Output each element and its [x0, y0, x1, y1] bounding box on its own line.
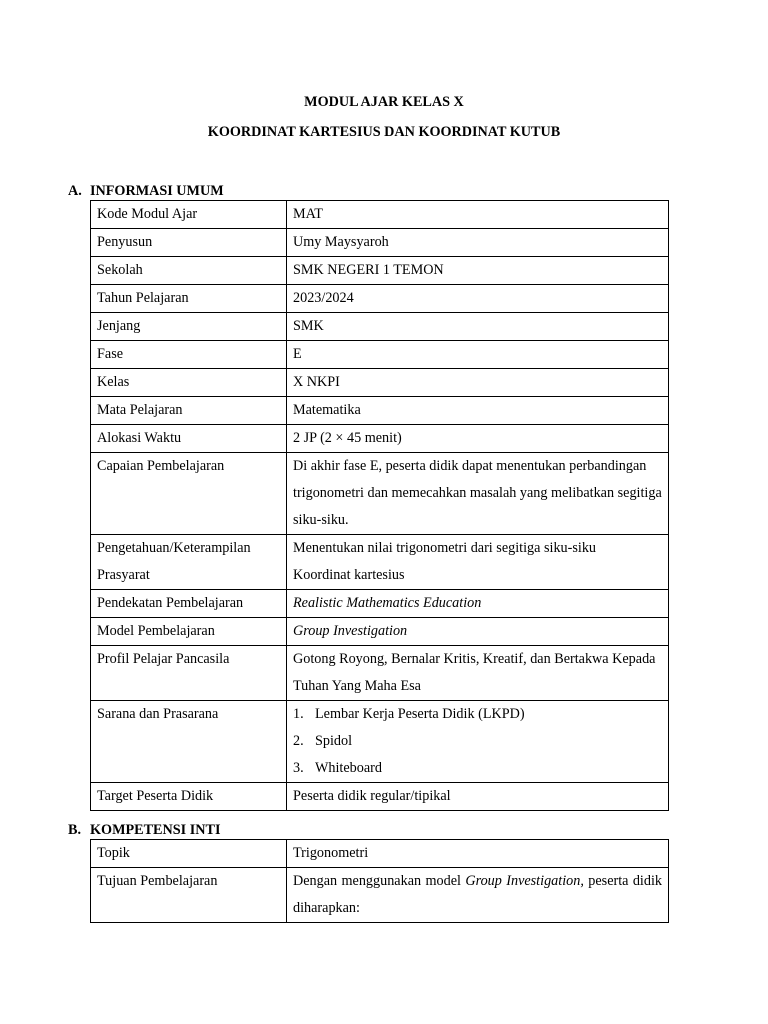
row-value: 2 JP (2 × 45 menit): [287, 425, 669, 453]
row-label: Alokasi Waktu: [91, 425, 287, 453]
row-value: Trigonometri: [287, 840, 669, 868]
document-title: MODUL AJAR KELAS X: [304, 94, 464, 110]
row-label: Fase: [91, 341, 287, 369]
core-competence-table: [90, 839, 669, 923]
general-info-table: [90, 200, 669, 811]
table-row: [91, 701, 669, 783]
row-label: Tahun Pelajaran: [91, 285, 287, 313]
table-row: [91, 646, 669, 701]
list-item-number: 1.: [293, 706, 304, 722]
row-value: 2023/2024: [287, 285, 669, 313]
row-value: Peserta didik regular/tipikal: [287, 783, 669, 811]
list-item: [293, 755, 662, 782]
list-item: [293, 728, 662, 755]
list-item-number: 2.: [293, 733, 304, 749]
section-a-heading: [68, 182, 224, 200]
row-value: Di akhir fase E, peserta didik dapat menentukan perbandingan trigonometri dan memecahkan masalah yang melibatkan segitiga siku-siku.: [287, 453, 669, 535]
row-label: Pendekatan Pembelajaran: [91, 590, 287, 618]
row-value: SMK NEGERI 1 TEMON: [287, 257, 669, 285]
section-a-title: INFORMASI UMUM: [90, 183, 224, 199]
row-label: Topik: [91, 840, 287, 868]
row-value: X NKPI: [287, 369, 669, 397]
row-label: Mata Pelajaran: [91, 397, 287, 425]
table-row: [91, 397, 669, 425]
row-value: [287, 868, 669, 923]
row-label: Model Pembelajaran: [91, 618, 287, 646]
row-label: Pengetahuan/Keterampilan Prasyarat: [91, 535, 287, 590]
row-value: Matematika: [287, 397, 669, 425]
section-b-number: B.: [68, 822, 82, 838]
row-label: Sekolah: [91, 257, 287, 285]
table-row: [91, 453, 669, 535]
table-row: [91, 257, 669, 285]
section-b-title: KOMPETENSI INTI: [90, 822, 221, 838]
row-value-line: Koordinat kartesius: [293, 567, 405, 583]
table-row: [91, 590, 669, 618]
row-value: Group Investigation: [287, 618, 669, 646]
table-row: [91, 868, 669, 923]
row-label: Kelas: [91, 369, 287, 397]
row-label: Penyusun: [91, 229, 287, 257]
table-row: [91, 369, 669, 397]
row-label: Capaian Pembelajaran: [91, 453, 287, 535]
row-value-text: Dengan menggunakan model: [293, 873, 466, 889]
table-row: [91, 618, 669, 646]
facilities-list: [293, 701, 662, 782]
row-value: [287, 535, 669, 590]
table-row: [91, 425, 669, 453]
row-label: Kode Modul Ajar: [91, 201, 287, 229]
list-item-number: 3.: [293, 760, 304, 776]
table-row: [91, 783, 669, 811]
table-row: [91, 229, 669, 257]
table-row: [91, 285, 669, 313]
row-label: Tujuan Pembelajaran: [91, 868, 287, 923]
row-value-line: Menentukan nilai trigonometri dari segitiga siku-siku: [293, 540, 597, 556]
row-label: Profil Pelajar Pancasila: [91, 646, 287, 701]
list-item-text: Whiteboard: [315, 760, 382, 776]
row-label: Target Peserta Didik: [91, 783, 287, 811]
list-item: [293, 701, 662, 728]
table-row: [91, 341, 669, 369]
row-value: SMK: [287, 313, 669, 341]
document-subtitle: KOORDINAT KARTESIUS DAN KOORDINAT KUTUB: [207, 124, 561, 140]
row-label: Jenjang: [91, 313, 287, 341]
table-row: [91, 201, 669, 229]
row-value: [287, 701, 669, 783]
row-value-text: peserta didik diharapkan:: [293, 873, 663, 916]
list-item-text: Lembar Kerja Peserta Didik (LKPD): [315, 706, 525, 722]
section-a-number: A.: [68, 183, 82, 199]
table-row: [91, 840, 669, 868]
table-row: [91, 313, 669, 341]
row-value: Realistic Mathematics Education: [287, 590, 669, 618]
row-value: MAT: [287, 201, 669, 229]
row-value: E: [287, 341, 669, 369]
list-item-text: Spidol: [315, 733, 353, 749]
row-value-italic: Group Investigation,: [465, 873, 584, 889]
table-row: [91, 535, 669, 590]
row-label: Sarana dan Prasarana: [91, 701, 287, 783]
row-value: Gotong Royong, Bernalar Kritis, Kreatif, dan Bertakwa Kepada Tuhan Yang Maha Esa: [287, 646, 669, 701]
section-b-heading: [68, 821, 220, 839]
row-value: Umy Maysyaroh: [287, 229, 669, 257]
